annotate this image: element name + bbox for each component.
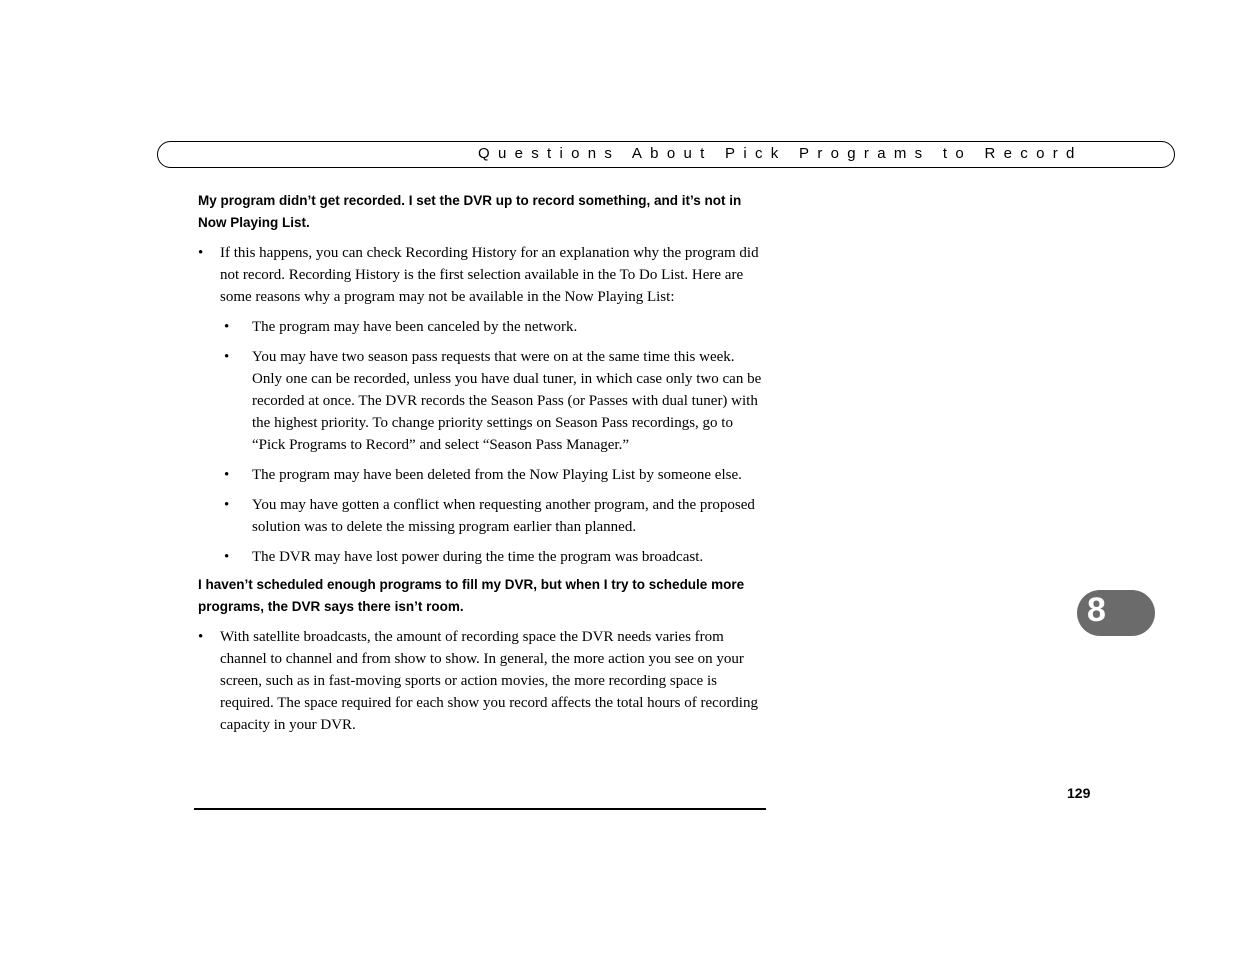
question-heading: My program didn’t get recorded. I set the DVR up to record something, and it’s not in Now Playing List. — [198, 193, 742, 230]
bullet-glyph: • — [224, 349, 230, 365]
reason-bullet — [198, 494, 768, 538]
bullet-glyph: • — [198, 629, 204, 645]
reason-bullet — [198, 546, 768, 568]
chapter-tab — [1077, 590, 1155, 636]
answer-bullet — [198, 242, 768, 308]
reason-text: The DVR may have lost power during the time the program was broadcast. — [252, 549, 704, 565]
page-content — [198, 190, 768, 736]
bullet-glyph: • — [198, 245, 204, 261]
footer-rule — [194, 808, 766, 810]
answer-text: If this happens, you can check Recording History for an explanation why the program did not record. Recording History is the first selection available in the To Do List. Here are some reasons why a program may not be available in the Now Playing List: — [220, 245, 759, 305]
bullet-glyph: • — [224, 467, 230, 483]
page-number: 129 — [1067, 785, 1091, 801]
bullet-glyph: • — [224, 549, 230, 565]
chapter-number: 8 — [1087, 591, 1106, 629]
reason-text: You may have gotten a conflict when requesting another program, and the proposed solution was to delete the missing program earlier than planned. — [252, 497, 755, 535]
running-header-title: Questions About Pick Programs to Record — [478, 145, 1083, 162]
reason-text: The program may have been canceled by the network. — [252, 319, 578, 335]
reason-bullet — [198, 346, 768, 456]
reason-bullet — [198, 316, 768, 338]
question-heading: I haven’t scheduled enough programs to fill my DVR, but when I try to schedule more programs, the DVR says there isn’t room. — [198, 577, 745, 614]
answer-text: With satellite broadcasts, the amount of recording space the DVR needs varies from channel to channel and from show to show. In general, the more action you see on your screen, such as in fast-moving sports or action movies, the more recording space is required. The space required for each show you record affects the total hours of recording capacity in your DVR. — [220, 629, 758, 733]
reason-bullet — [198, 464, 768, 486]
reason-text: You may have two season pass requests that were on at the same time this week. Only one can be recorded, unless you have dual tuner, in which case only two can be recorded at once. The DVR records the Season Pass (or Passes with dual tuner) with the highest priority. To change priority settings on Season Pass recordings, go to “Pick Programs to Record” and select “Season Pass Manager.” — [252, 349, 762, 453]
bullet-glyph: • — [224, 497, 230, 513]
reason-text: The program may have been deleted from the Now Playing List by someone else. — [252, 467, 742, 483]
answer-bullet — [198, 626, 768, 736]
bullet-glyph: • — [224, 319, 230, 335]
